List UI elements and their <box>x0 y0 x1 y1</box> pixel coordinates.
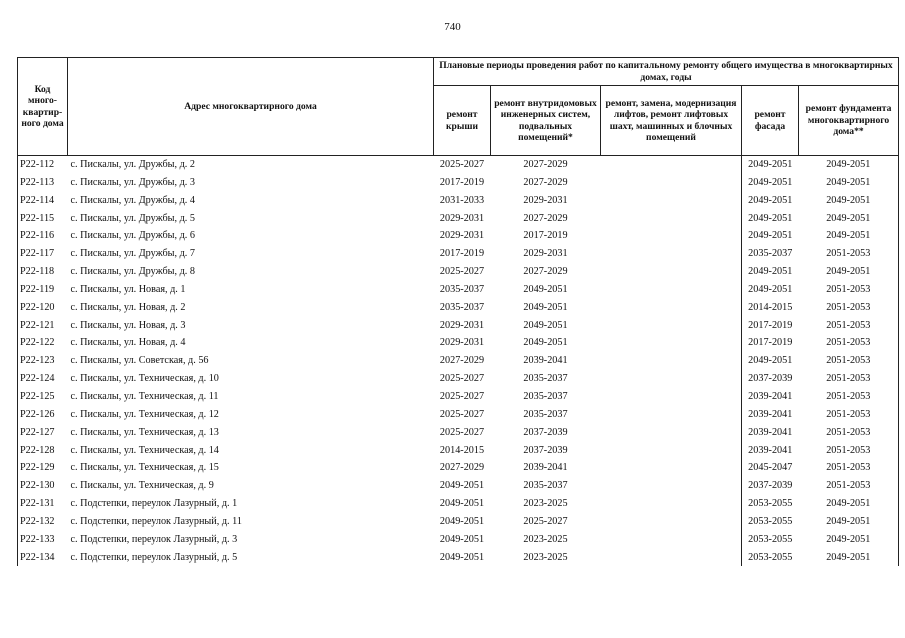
cell-facade: 2039-2041 <box>742 388 799 406</box>
cell-engineering: 2049-2051 <box>523 301 568 313</box>
cell-foundation: 2051-2053 <box>799 281 899 299</box>
cell-code: P22-130 <box>18 477 68 495</box>
cell-code: P22-128 <box>18 442 68 460</box>
cell-roof: 2025-2027 <box>439 159 485 170</box>
cell-foundation: 2051-2053 <box>799 442 899 460</box>
cell-facade: 2017-2019 <box>742 334 799 352</box>
cell-facade: 2049-2051 <box>742 210 799 228</box>
cell-foundation: 2051-2053 <box>799 334 899 352</box>
cell-code: P22-125 <box>18 388 68 406</box>
cell-roof: 2025-2027 <box>439 373 485 385</box>
cell-roof: 2017-2019 <box>439 248 485 260</box>
cell-engineering: 2035-2037 <box>523 373 568 385</box>
cell-engineering: 2025-2027 <box>523 515 568 527</box>
cell-facade: 2039-2041 <box>742 424 799 442</box>
cell-foundation: 2049-2051 <box>799 513 899 531</box>
cell-lifts <box>601 424 742 442</box>
cell-code: P22-127 <box>18 424 68 442</box>
cell-foundation: 2051-2053 <box>799 352 899 370</box>
cell-engineering: 2029-2031 <box>523 248 568 260</box>
page-number: 740 <box>444 21 461 33</box>
cell-code: P22-131 <box>18 495 68 513</box>
cell-roof: 2029-2031 <box>439 319 485 331</box>
cell-roof: 2049-2051 <box>439 498 485 510</box>
cell-address: с. Пискалы, ул. Техническая, д. 14 <box>70 444 219 456</box>
cell-lifts <box>601 388 742 406</box>
cell-lifts <box>601 549 742 567</box>
cell-facade: 2037-2039 <box>742 477 799 495</box>
cell-code: P22-116 <box>18 227 68 245</box>
table-row <box>18 549 899 567</box>
table-row <box>18 156 899 174</box>
cell-foundation: 2051-2053 <box>799 477 899 495</box>
cell-engineering: 2023-2025 <box>523 533 568 545</box>
cell-address: с. Пискалы, ул. Техническая, д. 12 <box>70 408 219 420</box>
table-row <box>18 459 899 477</box>
cell-address: с. Пискалы, ул. Техническая, д. 15 <box>70 462 219 474</box>
header-foundation: ремонт фундамента многоквартирного дома** <box>799 86 899 156</box>
cell-facade: 2049-2051 <box>742 192 799 210</box>
cell-foundation: 2051-2053 <box>799 245 899 263</box>
cell-engineering: 2023-2025 <box>523 551 568 563</box>
cell-roof: 2029-2031 <box>439 230 485 242</box>
table-row <box>18 352 899 370</box>
cell-facade: 2035-2037 <box>742 245 799 263</box>
cell-facade: 2053-2055 <box>742 531 799 549</box>
cell-foundation: 2049-2051 <box>799 227 899 245</box>
cell-roof: 2025-2027 <box>439 426 485 438</box>
cell-lifts <box>601 495 742 513</box>
table-row <box>18 334 899 352</box>
cell-lifts <box>601 334 742 352</box>
table-row <box>18 370 899 388</box>
cell-facade: 2039-2041 <box>742 442 799 460</box>
cell-facade: 2053-2055 <box>742 513 799 531</box>
cell-code: P22-117 <box>18 245 68 263</box>
cell-roof: 2025-2027 <box>439 408 485 420</box>
cell-engineering: 2023-2025 <box>523 498 568 510</box>
cell-address: с. Подстепки, переулок Лазурный, д. 3 <box>70 533 238 545</box>
cell-roof: 2014-2015 <box>439 444 485 456</box>
cell-facade: 2049-2051 <box>742 156 799 174</box>
cell-lifts <box>601 281 742 299</box>
cell-roof: 2049-2051 <box>439 515 485 527</box>
cell-engineering: 2027-2029 <box>523 176 568 188</box>
cell-roof: 2049-2051 <box>439 551 485 563</box>
table-row <box>18 317 899 335</box>
cell-roof: 2025-2027 <box>439 266 485 278</box>
cell-roof: 2017-2019 <box>439 176 485 188</box>
cell-address: с. Пискалы, ул. Дружбы, д. 7 <box>70 248 195 260</box>
cell-lifts <box>601 513 742 531</box>
table-row <box>18 388 899 406</box>
table-row <box>18 477 899 495</box>
cell-address: с. Подстепки, переулок Лазурный, д. 1 <box>70 498 238 510</box>
cell-code: P22-118 <box>18 263 68 281</box>
cell-foundation: 2049-2051 <box>799 210 899 228</box>
cell-foundation: 2051-2053 <box>799 370 899 388</box>
header-roof: ремонт крыши <box>434 86 491 156</box>
table-header <box>18 58 899 156</box>
cell-address: с. Пискалы, ул. Новая, д. 3 <box>70 319 186 331</box>
cell-foundation: 2049-2051 <box>799 156 899 174</box>
cell-lifts <box>601 459 742 477</box>
cell-roof: 2049-2051 <box>439 480 485 492</box>
cell-foundation: 2051-2053 <box>799 388 899 406</box>
cell-address: с. Пискалы, ул. Новая, д. 1 <box>70 283 186 295</box>
cell-lifts <box>601 192 742 210</box>
cell-lifts <box>601 156 742 174</box>
cell-engineering: 2039-2041 <box>523 355 568 367</box>
header-address: Адрес многоквартирного дома <box>68 58 434 156</box>
cell-foundation: 2049-2051 <box>799 263 899 281</box>
cell-foundation: 2049-2051 <box>799 174 899 192</box>
cell-lifts <box>601 352 742 370</box>
table-row <box>18 406 899 424</box>
cell-lifts <box>601 442 742 460</box>
cell-address: с. Пискалы, ул. Техническая, д. 9 <box>70 480 214 492</box>
cell-foundation: 2051-2053 <box>799 317 899 335</box>
cell-engineering: 2027-2029 <box>523 159 568 170</box>
table-body <box>18 156 899 567</box>
cell-code: P22-133 <box>18 531 68 549</box>
cell-facade: 2049-2051 <box>742 281 799 299</box>
table-row <box>18 227 899 245</box>
cell-engineering: 2027-2029 <box>523 212 568 224</box>
cell-roof: 2031-2033 <box>439 194 485 206</box>
cell-code: P22-132 <box>18 513 68 531</box>
table-row <box>18 513 899 531</box>
cell-lifts <box>601 227 742 245</box>
table-row <box>18 192 899 210</box>
cell-code: P22-122 <box>18 334 68 352</box>
cell-address: с. Пискалы, ул. Техническая, д. 11 <box>70 390 219 402</box>
header-code: Код много-квартир-ного дома <box>18 58 68 156</box>
cell-foundation: 2049-2051 <box>799 531 899 549</box>
cell-engineering: 2017-2019 <box>523 230 568 242</box>
cell-code: P22-134 <box>18 549 68 567</box>
cell-engineering: 2039-2041 <box>523 462 568 474</box>
cell-foundation: 2051-2053 <box>799 299 899 317</box>
cell-address: с. Пискалы, ул. Новая, д. 4 <box>70 337 186 349</box>
repair-schedule-table <box>17 57 899 566</box>
cell-facade: 2014-2015 <box>742 299 799 317</box>
repair-schedule-table-container <box>17 57 899 566</box>
cell-roof: 2049-2051 <box>439 533 485 545</box>
cell-lifts <box>601 263 742 281</box>
cell-engineering: 2049-2051 <box>523 319 568 331</box>
table-row <box>18 531 899 549</box>
cell-facade: 2049-2051 <box>742 263 799 281</box>
cell-roof: 2027-2029 <box>439 355 485 367</box>
cell-roof: 2029-2031 <box>439 212 485 224</box>
cell-code: P22-121 <box>18 317 68 335</box>
cell-code: P22-119 <box>18 281 68 299</box>
cell-facade: 2053-2055 <box>742 549 799 567</box>
cell-lifts <box>601 299 742 317</box>
cell-roof: 2029-2031 <box>439 337 485 349</box>
cell-engineering: 2035-2037 <box>523 390 568 402</box>
cell-address: с. Пискалы, ул. Новая, д. 2 <box>70 301 186 313</box>
cell-roof: 2035-2037 <box>439 301 485 313</box>
cell-facade: 2045-2047 <box>742 459 799 477</box>
header-facade: ремонт фасада <box>742 86 799 156</box>
cell-facade: 2037-2039 <box>742 370 799 388</box>
cell-foundation: 2051-2053 <box>799 424 899 442</box>
cell-engineering: 2035-2037 <box>523 480 568 492</box>
cell-lifts <box>601 317 742 335</box>
cell-facade: 2049-2051 <box>742 352 799 370</box>
header-planned-periods: Плановые периоды проведения работ по капитальному ремонту общего имущества в многоквартирных домах, годы <box>434 58 899 86</box>
table-row <box>18 495 899 513</box>
cell-code: P22-114 <box>18 192 68 210</box>
cell-code: P22-115 <box>18 210 68 228</box>
cell-roof: 2025-2027 <box>439 390 485 402</box>
cell-facade: 2049-2051 <box>742 174 799 192</box>
cell-foundation: 2051-2053 <box>799 406 899 424</box>
table-row <box>18 245 899 263</box>
table-row <box>18 281 899 299</box>
cell-lifts <box>601 477 742 495</box>
cell-lifts <box>601 174 742 192</box>
cell-code: P22-113 <box>18 174 68 192</box>
cell-foundation: 2049-2051 <box>799 549 899 567</box>
cell-address: с. Пискалы, ул. Техническая, д. 10 <box>70 373 219 385</box>
cell-address: с. Пискалы, ул. Дружбы, д. 4 <box>70 194 195 206</box>
cell-foundation: 2049-2051 <box>799 192 899 210</box>
table-row <box>18 174 899 192</box>
cell-engineering: 2035-2037 <box>523 408 568 420</box>
cell-code: P22-112 <box>18 156 68 174</box>
cell-lifts <box>601 406 742 424</box>
cell-address: с. Подстепки, переулок Лазурный, д. 11 <box>70 515 242 527</box>
cell-lifts <box>601 531 742 549</box>
cell-roof: 2035-2037 <box>439 283 485 295</box>
cell-foundation: 2051-2053 <box>799 459 899 477</box>
cell-lifts <box>601 245 742 263</box>
cell-engineering: 2049-2051 <box>523 283 568 295</box>
cell-code: P22-120 <box>18 299 68 317</box>
cell-engineering: 2029-2031 <box>523 194 568 206</box>
header-lifts: ремонт, замена, модернизация лифтов, ремонт лифтовых шахт, машинных и блочных помещений <box>601 86 742 156</box>
cell-address: с. Пискалы, ул. Советская, д. 56 <box>70 355 209 367</box>
cell-roof: 2027-2029 <box>439 462 485 474</box>
cell-engineering: 2037-2039 <box>523 426 568 438</box>
cell-lifts <box>601 370 742 388</box>
cell-engineering: 2027-2029 <box>523 266 568 278</box>
cell-engineering: 2049-2051 <box>523 337 568 349</box>
cell-address: с. Пискалы, ул. Дружбы, д. 2 <box>70 159 195 170</box>
cell-address: с. Подстепки, переулок Лазурный, д. 5 <box>70 551 238 563</box>
cell-lifts <box>601 210 742 228</box>
table-row <box>18 263 899 281</box>
cell-address: с. Пискалы, ул. Дружбы, д. 5 <box>70 212 195 224</box>
cell-engineering: 2037-2039 <box>523 444 568 456</box>
cell-code: P22-123 <box>18 352 68 370</box>
cell-code: P22-129 <box>18 459 68 477</box>
cell-address: с. Пискалы, ул. Дружбы, д. 8 <box>70 266 195 278</box>
cell-address: с. Пискалы, ул. Дружбы, д. 3 <box>70 176 195 188</box>
table-row <box>18 299 899 317</box>
table-row <box>18 424 899 442</box>
table-row <box>18 210 899 228</box>
cell-code: P22-124 <box>18 370 68 388</box>
header-engineering: ремонт внутридомовых инженерных систем, подвальных помещений* <box>491 86 601 156</box>
cell-foundation: 2049-2051 <box>799 495 899 513</box>
cell-address: с. Пискалы, ул. Техническая, д. 13 <box>70 426 219 438</box>
cell-address: с. Пискалы, ул. Дружбы, д. 6 <box>70 230 195 242</box>
cell-facade: 2039-2041 <box>742 406 799 424</box>
table-row <box>18 442 899 460</box>
cell-facade: 2053-2055 <box>742 495 799 513</box>
cell-facade: 2049-2051 <box>742 227 799 245</box>
cell-facade: 2017-2019 <box>742 317 799 335</box>
cell-code: P22-126 <box>18 406 68 424</box>
